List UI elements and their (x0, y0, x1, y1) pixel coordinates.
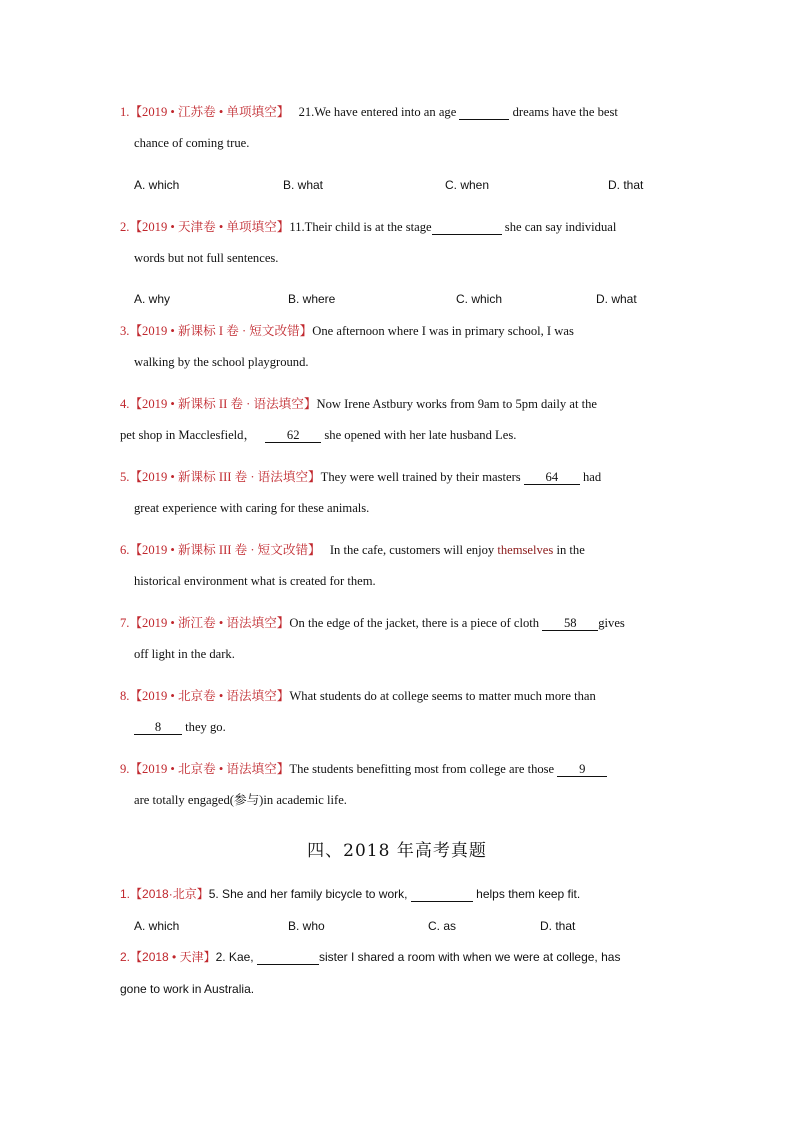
question-source-tag: 【2019 • 新课标 I 卷 · 短文改错】 (129, 324, 313, 338)
question-number: 1. (120, 887, 131, 901)
question-text: 11.Their child is at the stage (289, 220, 432, 234)
question-1-line-2 (134, 135, 249, 151)
answer-blank: 64 (524, 471, 580, 485)
question-text: chance of coming true. (134, 136, 250, 150)
question-2018-1-line-1 (120, 886, 580, 902)
option-b: B. who (288, 919, 325, 933)
section-heading: 四、2018 年高考真题 (307, 841, 487, 861)
question-5-line-1 (120, 469, 601, 485)
question-text: On the edge of the jacket, there is a piece of cloth (289, 616, 540, 630)
question-number: 3. (120, 324, 130, 338)
answer-blank (432, 221, 502, 235)
option-b: B. where (288, 292, 336, 306)
question-source-tag: 【2019 • 浙江卷 • 语法填空】 (129, 616, 290, 630)
question-source-tag: 【2018 • 天津】 (130, 950, 216, 964)
question-text: words but not full sentences. (134, 251, 279, 265)
question-text: helps them keep fit. (476, 887, 581, 901)
option-d: D. that (540, 919, 576, 933)
question-text: They were well trained by their masters (320, 470, 521, 484)
question-8-line-2 (134, 719, 226, 735)
question-8-line-1 (120, 688, 596, 704)
option-c: C. which (456, 292, 503, 306)
question-number: 7. (120, 616, 130, 630)
highlighted-word: themselves (497, 543, 554, 557)
question-source-tag: 【2019 • 江苏卷 • 单项填空】 (129, 105, 290, 119)
question-3-line-2 (134, 354, 309, 370)
answer-blank: 9 (557, 763, 607, 777)
question-2-line-1 (120, 219, 616, 235)
question-text: Now Irene Astbury works from 9am to 5pm daily at the (316, 397, 597, 411)
question-text: off light in the dark. (134, 647, 235, 661)
question-source-tag: 【2019 • 新课标 III 卷 · 短文改错】 (129, 543, 321, 557)
question-9-line-1 (120, 761, 607, 777)
answer-blank (459, 106, 509, 120)
question-text: One afternoon where I was in primary school, I was (312, 324, 574, 338)
question-number: 4. (120, 397, 130, 411)
question-text: they go. (185, 720, 226, 734)
question-4-line-1 (120, 396, 597, 412)
question-2-line-2 (134, 250, 278, 266)
question-text: great experience with caring for these animals. (134, 501, 370, 515)
question-source-tag: 【2019 • 天津卷 • 单项填空】 (129, 220, 290, 234)
question-5-line-2 (134, 500, 369, 516)
question-source-tag: 【2018·北京】 (130, 887, 209, 901)
question-text: are totally engaged(参与)in academic life. (134, 793, 347, 807)
question-source-tag: 【2019 • 北京卷 • 语法填空】 (129, 762, 290, 776)
option-a: A. which (134, 178, 180, 192)
answer-blank: 8 (134, 721, 182, 735)
option-a: A. which (134, 919, 180, 933)
option-c: C. as (428, 919, 457, 933)
question-text: The students benefitting most from college are those (289, 762, 555, 776)
question-text: historical environment what is created for them. (134, 574, 376, 588)
question-source-tag: 【2019 • 新课标 II 卷 · 语法填空】 (129, 397, 317, 411)
question-number: 2. (120, 950, 131, 964)
question-3-line-1 (120, 323, 574, 339)
question-text: in the (556, 543, 585, 557)
option-b: B. what (283, 178, 324, 192)
option-a: A. why (134, 292, 171, 306)
question-4-line-2 (120, 427, 516, 443)
question-source-tag: 【2019 • 北京卷 • 语法填空】 (129, 689, 290, 703)
question-9-line-2 (134, 792, 347, 808)
question-7-line-1 (120, 615, 625, 631)
option-c: C. when (445, 178, 490, 192)
question-number: 1. (120, 105, 130, 119)
question-text: 21.We have entered into an age (298, 105, 457, 119)
answer-blank: 58 (542, 617, 598, 631)
question-number: 8. (120, 689, 130, 703)
question-text: gone to work in Australia. (120, 982, 255, 996)
question-text: she opened with her late husband Les. (324, 428, 517, 442)
question-2018-2-line-1 (120, 949, 620, 965)
question-text: pet shop in Macclesfield， (120, 428, 257, 442)
question-number: 6. (120, 543, 130, 557)
question-6-line-2 (134, 573, 376, 589)
question-6-line-1 (120, 542, 585, 558)
question-2018-2-line-2 (120, 981, 254, 997)
question-text: In the cafe, customers will enjoy (329, 543, 495, 557)
question-text: 5. She and her family bicycle to work, (208, 887, 408, 901)
question-number: 2. (120, 220, 130, 234)
answer-blank (411, 888, 473, 902)
question-text: What students do at college seems to matter much more than (289, 689, 596, 703)
option-d: D. what (596, 292, 637, 306)
question-text: had (583, 470, 602, 484)
question-1-line-1 (120, 104, 618, 120)
question-source-tag: 【2019 • 新课标 III 卷 · 语法填空】 (129, 470, 321, 484)
question-number: 5. (120, 470, 130, 484)
question-text: dreams have the best (512, 105, 618, 119)
question-text: gives (598, 616, 625, 630)
answer-blank (257, 951, 319, 965)
question-text: she can say individual (504, 220, 617, 234)
answer-blank: 62 (265, 429, 321, 443)
option-d: D. that (608, 178, 644, 192)
question-7-line-2 (134, 646, 235, 662)
question-text: sister I shared a room with when we were at college, has (318, 950, 621, 964)
question-number: 9. (120, 762, 130, 776)
question-text: walking by the school playground. (134, 355, 309, 369)
question-text: 2. Kae, (215, 950, 254, 964)
